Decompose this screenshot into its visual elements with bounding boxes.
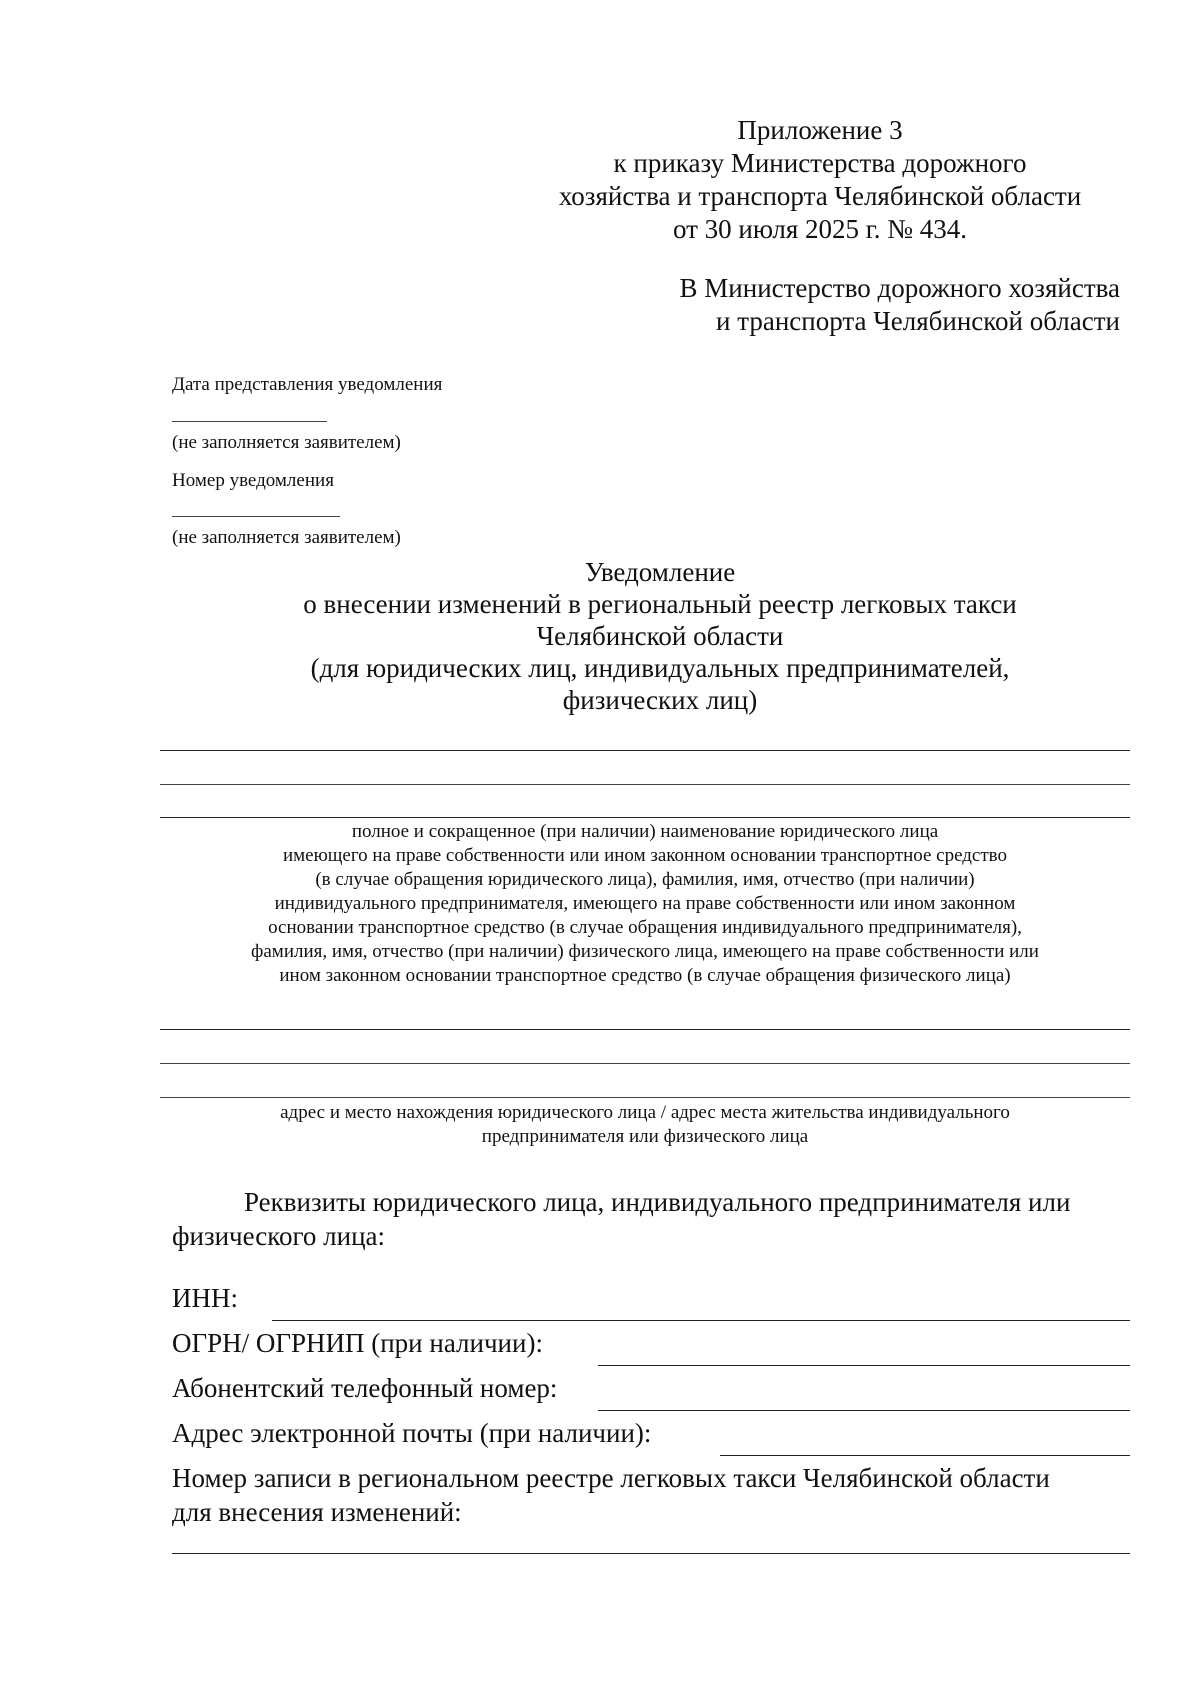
submission-date-label: Дата представления уведомления: [172, 374, 443, 395]
record-number-label: Номер записи в региональном реестре легковых такси Челябинской области: [172, 1463, 1050, 1493]
ogrn-field[interactable]: [598, 1365, 1130, 1366]
submission-number-label: Номер уведомления: [172, 470, 334, 491]
addressee-line: и транспорта Челябинской области: [716, 306, 1120, 336]
requisites-intro-line: физического лица:: [172, 1221, 386, 1251]
title-line: Челябинской области: [536, 621, 784, 651]
appendix-order-line: к приказу Министерства дорожного: [613, 148, 1027, 178]
inn-label: ИНН:: [172, 1283, 238, 1313]
name-field-line-3[interactable]: [160, 817, 1130, 818]
title-line: физических лиц): [562, 685, 758, 715]
title-line: о внесении изменений в региональный реестр легковых такси: [303, 589, 1017, 619]
address-field-line-3[interactable]: [160, 1097, 1130, 1098]
appendix-title: Приложение 3: [737, 115, 903, 145]
title-line: Уведомление: [584, 557, 736, 587]
name-field-line-1[interactable]: [160, 750, 1130, 751]
addressee-block: [680, 272, 1120, 338]
address-field-caption: адрес и место нахождения юридического лица / адрес места жительства индивидуального предпринимателя или физического лица: [280, 1102, 1010, 1147]
notification-title: [160, 556, 1160, 716]
submission-number-field[interactable]: [172, 516, 340, 517]
submission-number-note: (не заполняется заявителем): [172, 527, 401, 548]
name-field-line-2[interactable]: [160, 784, 1130, 785]
addressee-line: В Министерство дорожного хозяйства: [679, 273, 1120, 303]
inn-field[interactable]: [272, 1320, 1130, 1321]
email-label: Адрес электронной почты (при наличии):: [172, 1418, 652, 1448]
appendix-ministry-line: хозяйства и транспорта Челябинской области: [558, 181, 1082, 211]
phone-label: Абонентский телефонный номер:: [172, 1373, 558, 1403]
requisites-intro: [172, 1185, 1138, 1253]
submission-date-field[interactable]: [172, 421, 327, 422]
record-number-label-cont: для внесения изменений:: [172, 1497, 462, 1527]
appendix-date-line: от 30 июля 2025 г. № 434.: [672, 214, 968, 244]
email-field[interactable]: [720, 1455, 1130, 1456]
title-line: (для юридических лиц, индивидуальных предпринимателей,: [310, 653, 1010, 683]
ogrn-label: ОГРН/ ОГРНИП (при наличии):: [172, 1328, 543, 1358]
appendix-header: [520, 114, 1120, 246]
requisites-intro-line: Реквизиты юридического лица, индивидуального предпринимателя или: [244, 1187, 1071, 1217]
address-field-line-2[interactable]: [160, 1063, 1130, 1064]
name-field-caption: полное и сокращенное (при наличии) наименование юридического лица имеющего на праве собственности или ином законном основании транспортное средство (в случае обращения юридического лица), фамилия, имя, отчество (при наличии) индивидуального предпринимателя, имеющего на праве собственности или ином законном основании транспортное средство (в случае обращения индивидуального предпринимателя), фамилия, имя, отчество (при наличии) физического лица, имеющего на праве собственности или ином законном основании транспортное средство (в случае обращения физического лица): [251, 821, 1039, 986]
record-number-field[interactable]: [172, 1553, 1130, 1554]
submission-date-note: (не заполняется заявителем): [172, 432, 401, 453]
phone-field[interactable]: [598, 1410, 1130, 1411]
address-field-line-1[interactable]: [160, 1029, 1130, 1030]
